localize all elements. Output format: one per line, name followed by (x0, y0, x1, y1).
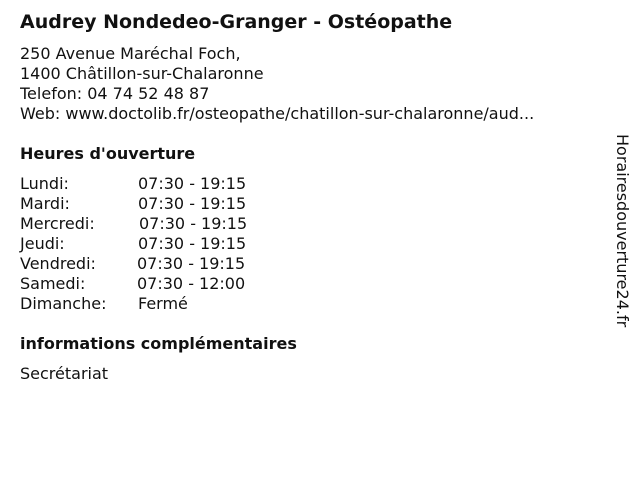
hours-row-sunday (20, 294, 600, 314)
additional-info-heading: informations complémentaires (20, 334, 297, 353)
hours-row-friday (20, 254, 600, 274)
address-street: 250 Avenue Maréchal Foch, (20, 44, 241, 63)
opening-hours-heading: Heures d'ouverture (20, 144, 196, 163)
day-label: Mercredi: (20, 214, 95, 233)
day-label: Samedi: (20, 274, 86, 293)
hours-row-tuesday (20, 194, 600, 214)
website-link[interactable]: Web: www.doctolib.fr/osteopathe/chatillon-sur-chalaronne/aud... (20, 104, 535, 123)
address-city: 1400 Châtillon-sur-Chalaronne (20, 64, 264, 83)
day-hours: 07:30 - 19:15 (139, 214, 248, 233)
phone-number[interactable]: Telefon: 04 74 52 48 87 (20, 84, 210, 103)
site-watermark: Horairesdouverture24.fr (613, 134, 632, 328)
additional-info-text: Secrétariat (20, 364, 109, 383)
hours-row-monday (20, 174, 600, 194)
day-label: Dimanche: (20, 294, 107, 313)
day-hours: 07:30 - 19:15 (138, 174, 247, 193)
practitioner-name: Audrey Nondedeo-Granger - Ostéopathe (20, 11, 453, 33)
contact-details (20, 44, 600, 124)
practitioner-card (20, 9, 600, 384)
day-label: Jeudi: (20, 234, 65, 253)
day-hours: 07:30 - 12:00 (137, 274, 246, 293)
day-label: Lundi: (20, 174, 69, 193)
hours-row-thursday (20, 234, 600, 254)
day-label: Vendredi: (20, 254, 96, 273)
day-label: Mardi: (20, 194, 70, 213)
hours-row-wednesday (20, 214, 600, 234)
day-hours: 07:30 - 19:15 (137, 254, 246, 273)
day-hours: 07:30 - 19:15 (138, 194, 247, 213)
hours-row-saturday (20, 274, 600, 294)
opening-hours-table (20, 174, 600, 314)
day-hours: 07:30 - 19:15 (138, 234, 247, 253)
day-hours: Fermé (138, 294, 188, 313)
